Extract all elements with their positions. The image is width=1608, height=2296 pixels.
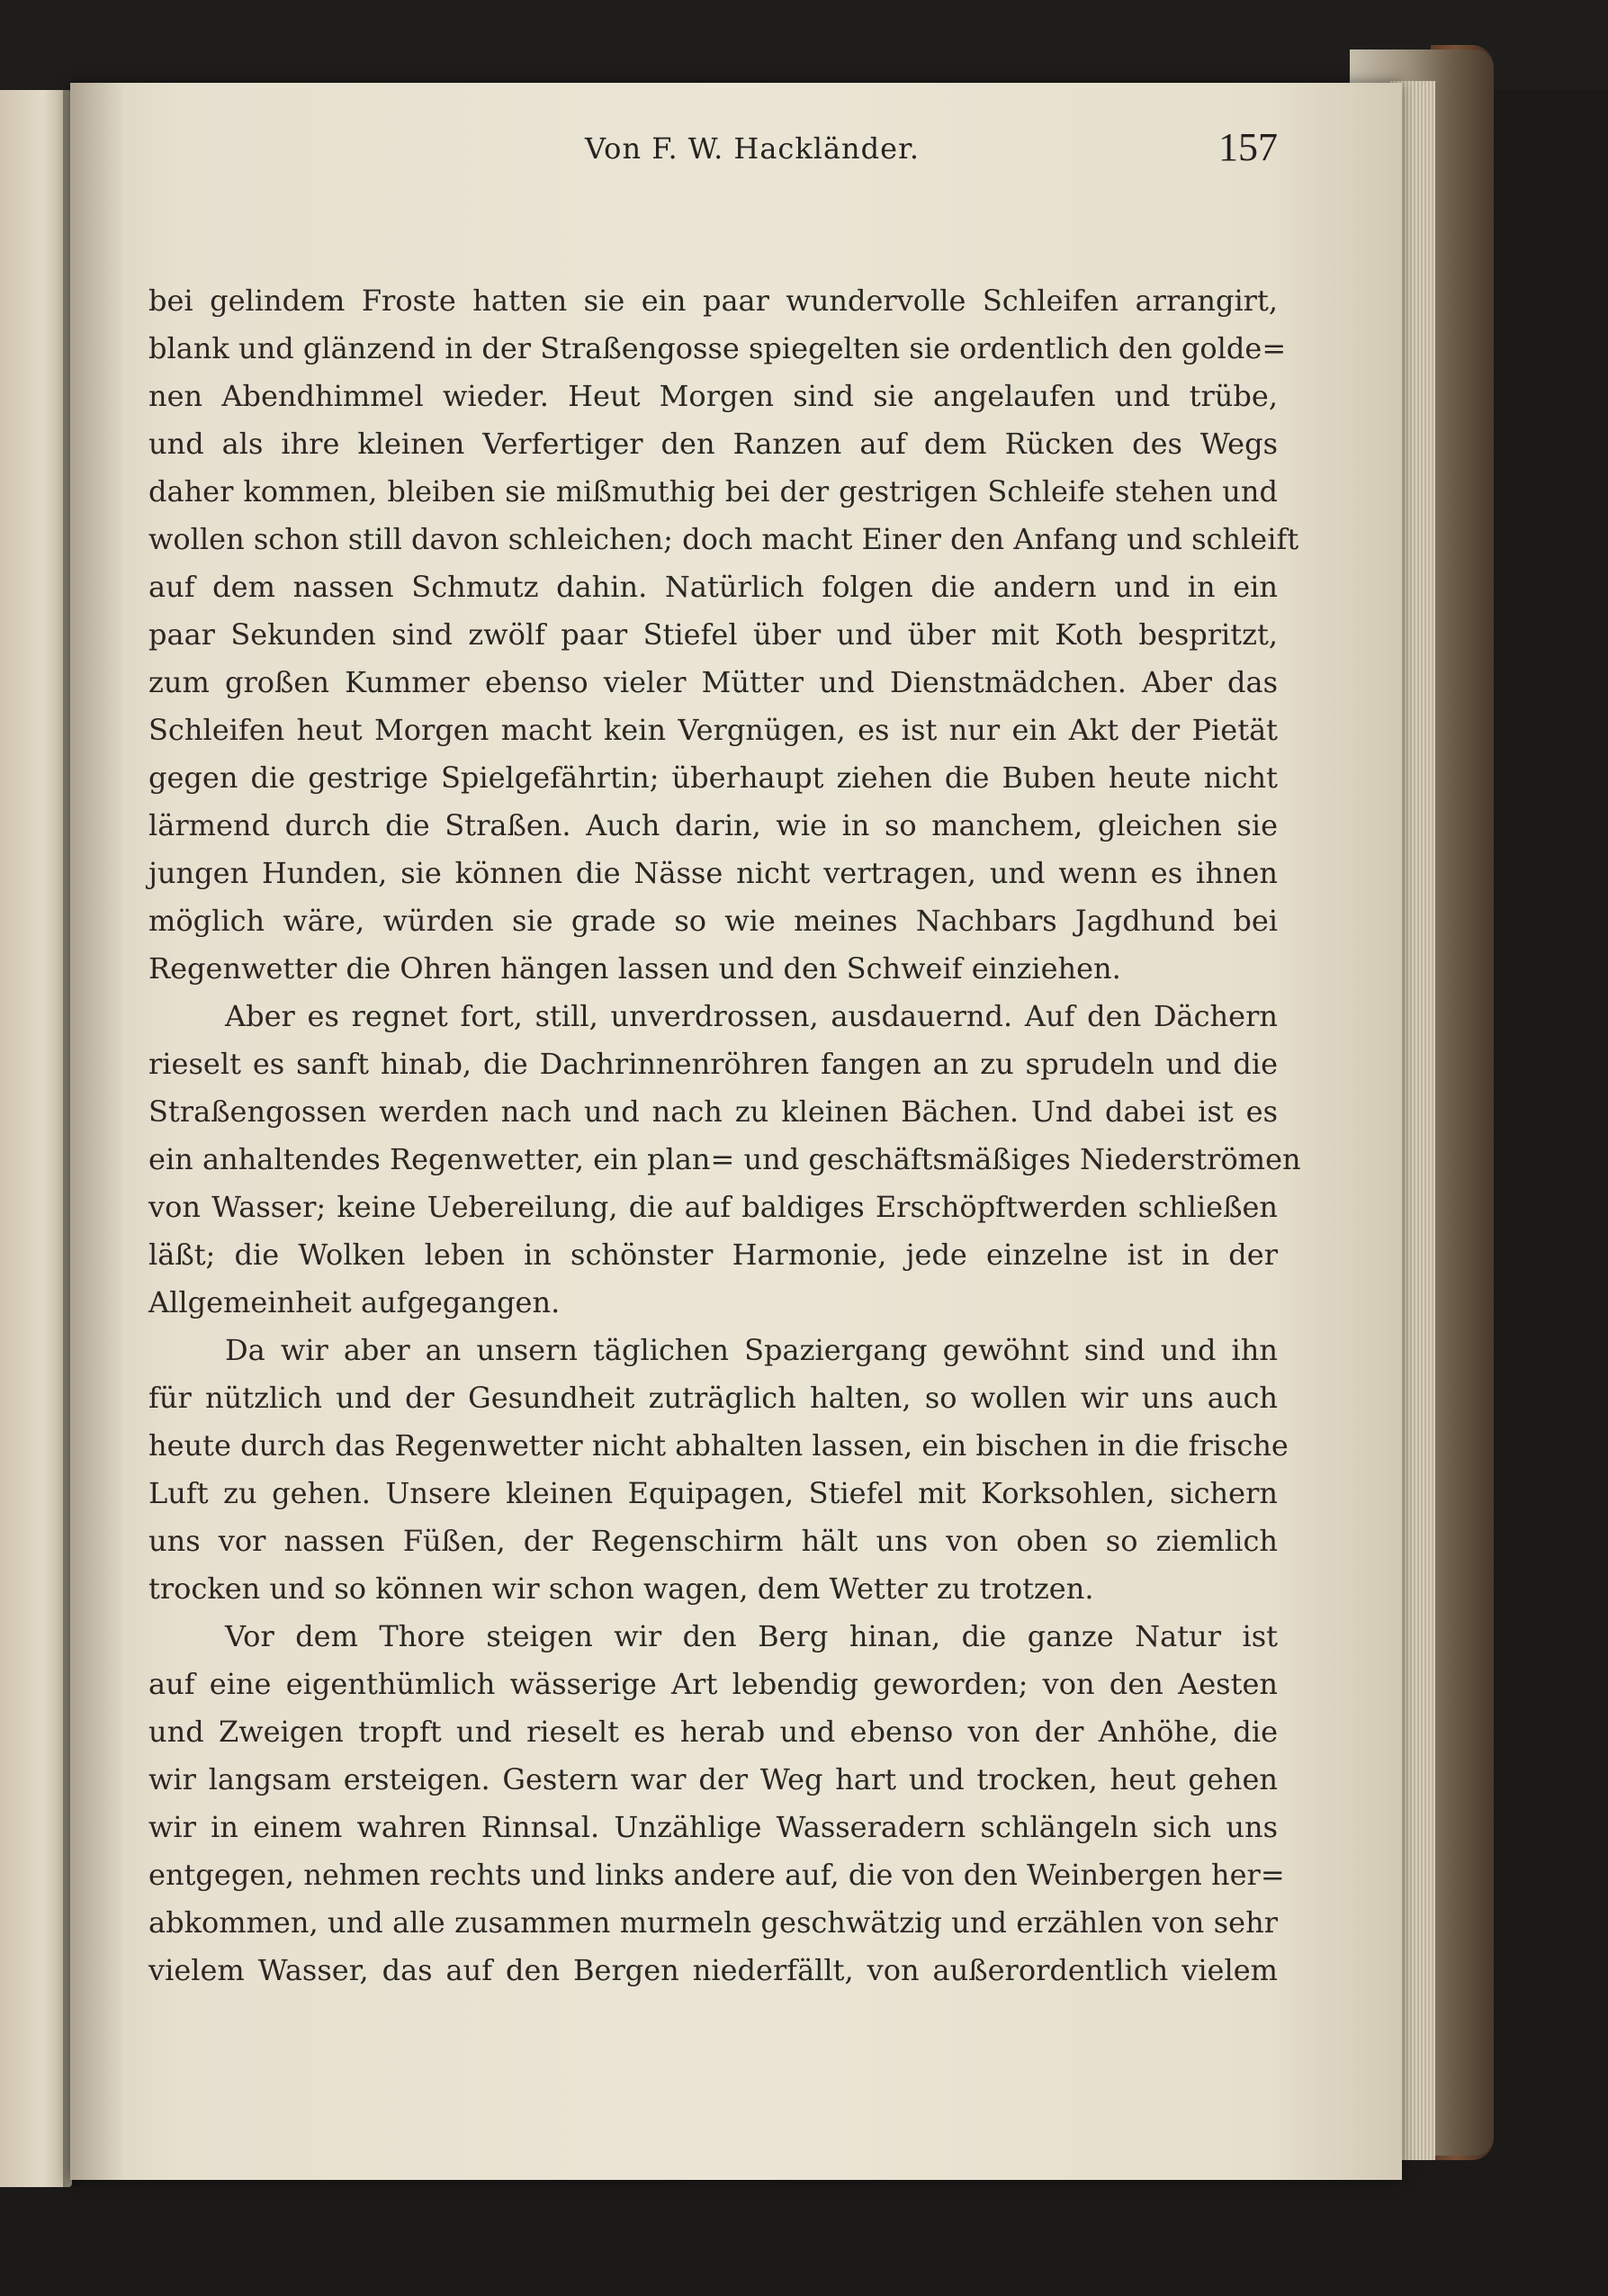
- page-number: 157: [1218, 125, 1278, 169]
- text-line: lärmend durch die Straßen. Auch darin, wie in so manchem, gleichen sie: [148, 808, 1278, 842]
- text-line: uns vor nassen Füßen, der Regenschirm hält uns von oben so ziemlich: [148, 1524, 1278, 1558]
- body-text: [148, 277, 1301, 1994]
- text-line: Aber es regnet fort, still, unverdrossen, ausdauernd. Auf den Dächern: [225, 999, 1278, 1033]
- text-line: Straßengossen werden nach und nach zu kleinen Bächen. Und dabei ist es: [148, 1094, 1278, 1129]
- text-line: auf eine eigenthümlich wässerige Art lebendig geworden; von den Aesten: [148, 1667, 1278, 1701]
- text-line: bei gelindem Froste hatten sie ein paar wundervolle Schleifen arrangirt,: [148, 284, 1278, 318]
- running-title: Von F. W. Hackländer.: [585, 131, 921, 166]
- text-line: Allgemeinheit aufgegangen.: [148, 1285, 561, 1319]
- text-line: Vor dem Thore steigen wir den Berg hinan, die ganze Natur ist: [225, 1619, 1278, 1653]
- text-line: vielem Wasser, das auf den Bergen niederfällt, von außerordentlich vielem: [148, 1953, 1278, 1987]
- left-page-edge: [0, 90, 72, 2187]
- text-line: paar Sekunden sind zwölf paar Stiefel über und über mit Koth bespritzt,: [148, 617, 1278, 652]
- text-line: zum großen Kummer ebenso vieler Mütter und Dienstmädchen. Aber das: [148, 665, 1278, 699]
- text-line: und als ihre kleinen Verfertiger den Ranzen auf dem Rücken des Wegs: [148, 427, 1278, 461]
- text-line: läßt; die Wolken leben in schönster Harmonie, jede einzelne ist in der: [148, 1238, 1278, 1272]
- text-line: ein anhaltendes Regenwetter, ein plan= und geschäftsmäßiges Niederströmen: [148, 1142, 1301, 1176]
- text-line: von Wasser; keine Uebereilung, die auf baldiges Erschöpftwerden schließen: [148, 1190, 1278, 1224]
- text-line: entgegen, nehmen rechts und links andere auf, die von den Weinbergen her=: [148, 1858, 1285, 1892]
- text-line: wollen schon still davon schleichen; doch macht Einer den Anfang und schleift: [148, 522, 1299, 556]
- text-line: rieselt es sanft hinab, die Dachrinnenröhren fangen an zu sprudeln und die: [148, 1047, 1278, 1081]
- text-line: Schleifen heut Morgen macht kein Vergnügen, es ist nur ein Akt der Pietät: [148, 713, 1278, 747]
- text-line: abkommen, und alle zusammen murmeln geschwätzig und erzählen von sehr: [148, 1905, 1278, 1940]
- running-head: [504, 124, 1278, 178]
- text-line: heute durch das Regenwetter nicht abhalten lassen, ein bischen in die frische: [148, 1428, 1289, 1463]
- text-line: wir in einem wahren Rinnsal. Unzählige Wasseradern schlängeln sich uns: [148, 1810, 1278, 1844]
- text-line: trocken und so können wir schon wagen, dem Wetter zu trotzen.: [148, 1571, 1094, 1606]
- text-line: für nützlich und der Gesundheit zuträglich halten, so wollen wir uns auch: [148, 1381, 1278, 1415]
- text-line: gegen die gestrige Spielgefährtin; überhaupt ziehen die Buben heute nicht: [148, 761, 1278, 795]
- text-line: auf dem nassen Schmutz dahin. Natürlich folgen die andern und in ein: [148, 570, 1278, 604]
- text-line: nen Abendhimmel wieder. Heut Morgen sind sie angelaufen und trübe,: [148, 379, 1278, 413]
- text-line: Regenwetter die Ohren hängen lassen und den Schweif einziehen.: [148, 951, 1121, 986]
- text-line: Da wir aber an unsern täglichen Spaziergang gewöhnt sind und ihn: [225, 1333, 1278, 1367]
- gutter-shade: [70, 83, 124, 2180]
- text-line: jungen Hunden, sie können die Nässe nicht vertragen, und wenn es ihnen: [148, 856, 1278, 890]
- text-line: und Zweigen tropft und rieselt es herab und ebenso von der Anhöhe, die: [148, 1715, 1278, 1749]
- text-line: blank und glänzend in der Straßengosse spiegelten sie ordentlich den golde=: [148, 331, 1287, 365]
- text-line: möglich wäre, würden sie grade so wie meines Nachbars Jagdhund bei: [148, 904, 1278, 938]
- text-line: wir langsam ersteigen. Gestern war der Weg hart und trocken, heut gehen: [148, 1762, 1278, 1796]
- text-line: Luft zu gehen. Unsere kleinen Equipagen, Stiefel mit Korksohlen, sichern: [148, 1476, 1278, 1510]
- text-line: daher kommen, bleiben sie mißmuthig bei der gestrigen Schleife stehen und: [148, 474, 1278, 509]
